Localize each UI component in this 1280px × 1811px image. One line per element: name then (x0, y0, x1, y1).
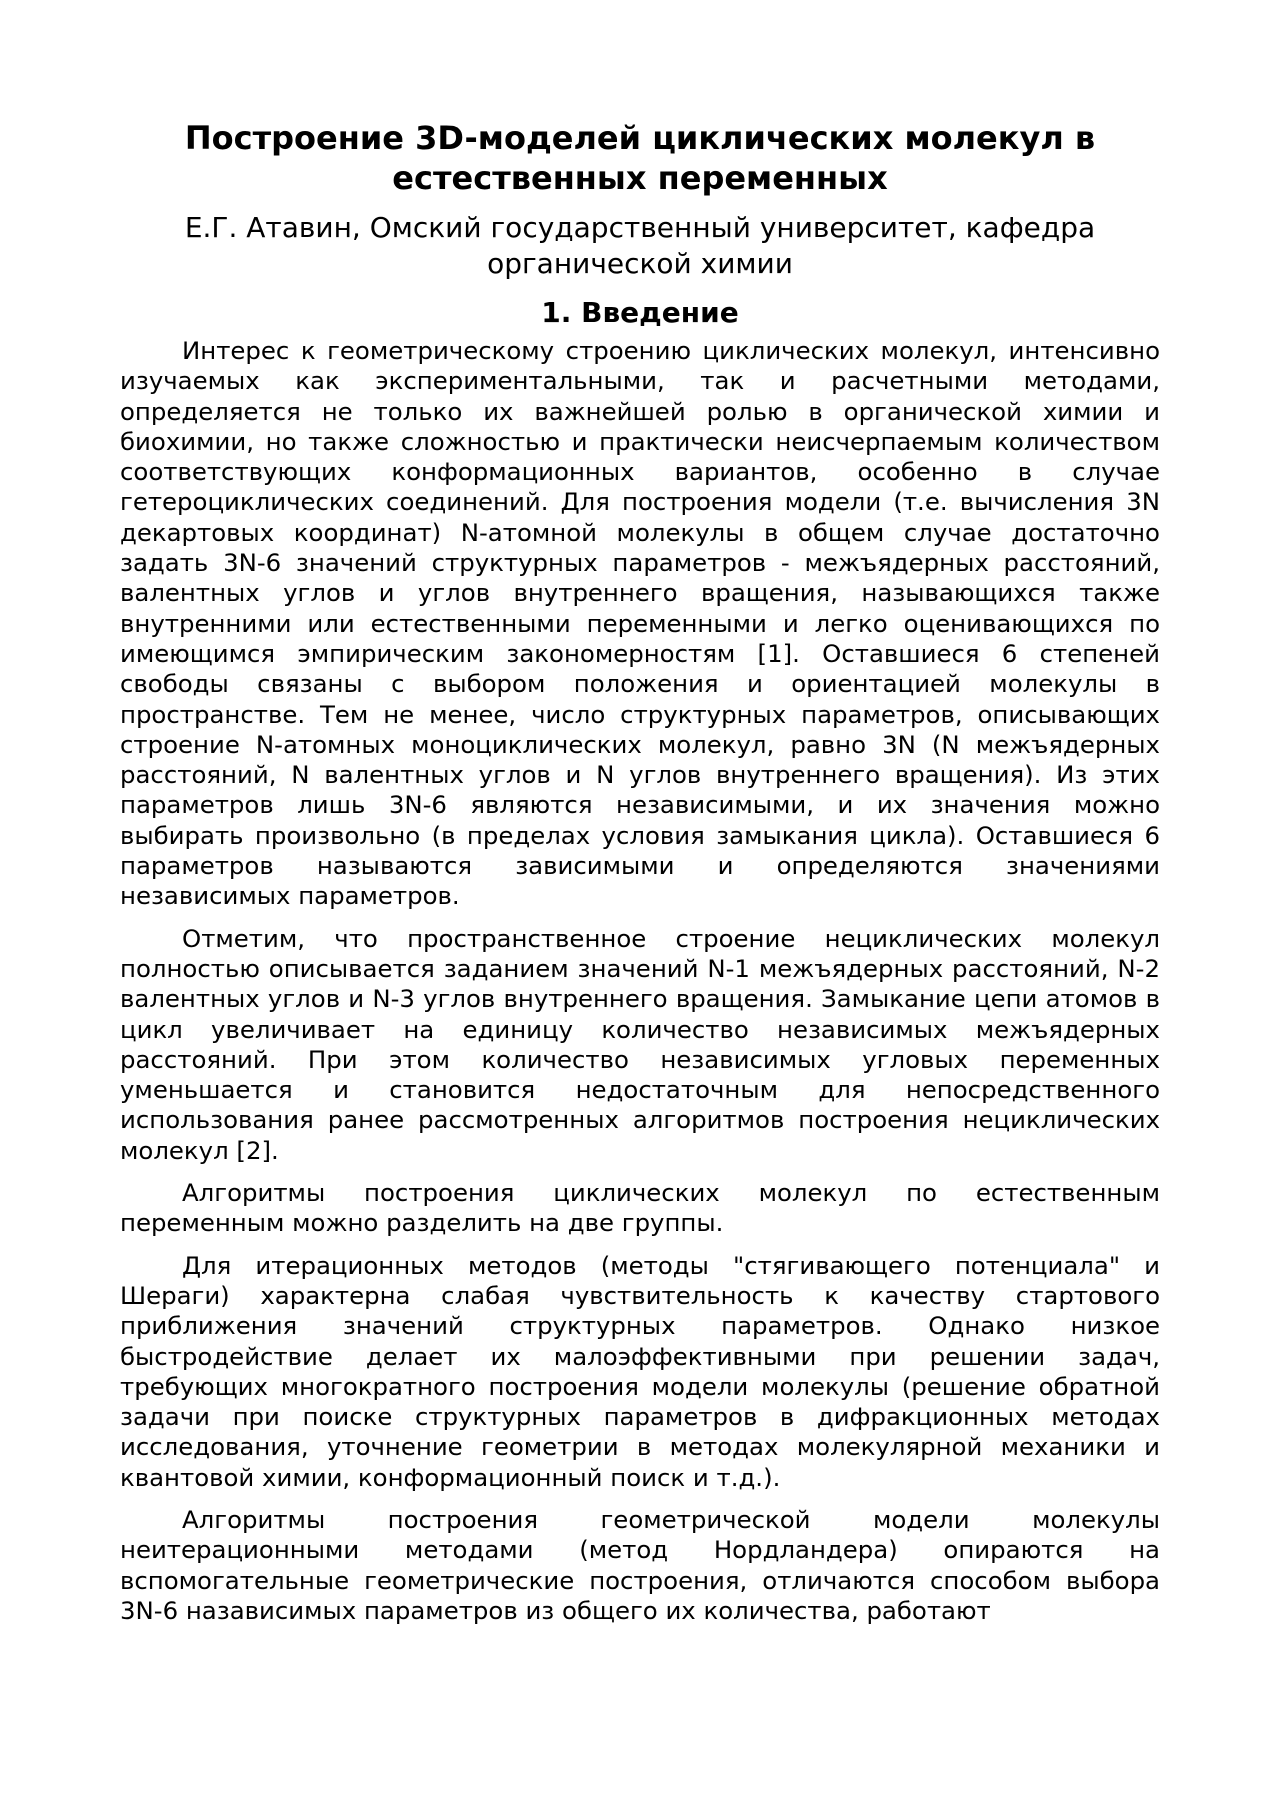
paragraph-2: Отметим, что пространственное строение нециклических молекул полностью описывается заданием значений N-1 межъядерных расстояний, N-2 валентных углов и N-3 углов внутреннего вращения. Замыкание цепи атомов в цикл увеличивает на единицу количество независимых межъядерных расстояний. При этом количество независимых угловых переменных уменьшается и становится недостаточным для непосредственного использования ранее рассмотренных алгоритмов построения нециклических молекул [2]. (120, 923, 1160, 1165)
document-title: Построение 3D-моделей циклических молекул в естественных переменных (184, 119, 1096, 197)
paragraph-4: Для итерационных методов (методы "стягивающего потенциала" и Шераги) характерна слабая чувствительность к качеству стартового приближения значений структурных параметров. Однако низкое быстродействие делает их малоэффективными при решении задач, требующих многократного построения модели молекулы (решение обратной задачи при поиске структурных параметров в дифракционных методах исследования, уточнение геометрии в методах молекулярной механики и квантовой химии, конформационный поиск и т.д.). (120, 1250, 1160, 1492)
section-heading: 1. Введение (541, 296, 739, 329)
document-authors: Е.Г. Атавин, Омский государственный университет, кафедра органической химии (184, 211, 1096, 280)
paragraph-1: Интерес к геометрическому строению циклических молекул, интенсивно изучаемых как экспериментальными, так и расчетными методами, определяется не только их важнейшей ролью в органической химии и биохимии, но также сложностью и практически неисчерпаемым количеством соответствующих конформационных вариантов, особенно в случае гетероциклических соединений. Для построения модели (т.е. вычисления 3N декартовых координат) N-атомной молекулы в общем случае достаточно задать 3N-6 значений структурных параметров - межъядерных расстояний, валентных углов и углов внутреннего вращения, называющихся также внутренними или естественными переменными и легко оценивающихся по имеющимся эмпирическим закономерностям [1]. Оставшиеся 6 степеней свободы связаны с выбором положения и ориентацией молекулы в пространстве. Тем не менее, число структурных параметров, описывающих строение N-атомных моноциклических молекул, равно 3N (N межъядерных расстояний, N валентных углов и N углов внутреннего вращения). Из этих параметров лишь 3N-6 являются независимыми, и их значения можно выбирать произвольно (в пределах условия замыкания цикла). Оставшиеся 6 параметров называются зависимыми и определяются значениями независимых параметров. (120, 336, 1160, 911)
paragraph-5: Алгоритмы построения геометрической модели молекулы неитерационными методами (метод Нордландера) опираются на вспомогательные геометрические построения, отличаются способом выбора 3N-6 назависимых параметров из общего их количества, работают (120, 1504, 1160, 1625)
document-page (120, 118, 1160, 1638)
paragraph-3: Алгоритмы построения циклических молекул по естественным переменным можно разделить на две группы. (120, 1178, 1160, 1238)
